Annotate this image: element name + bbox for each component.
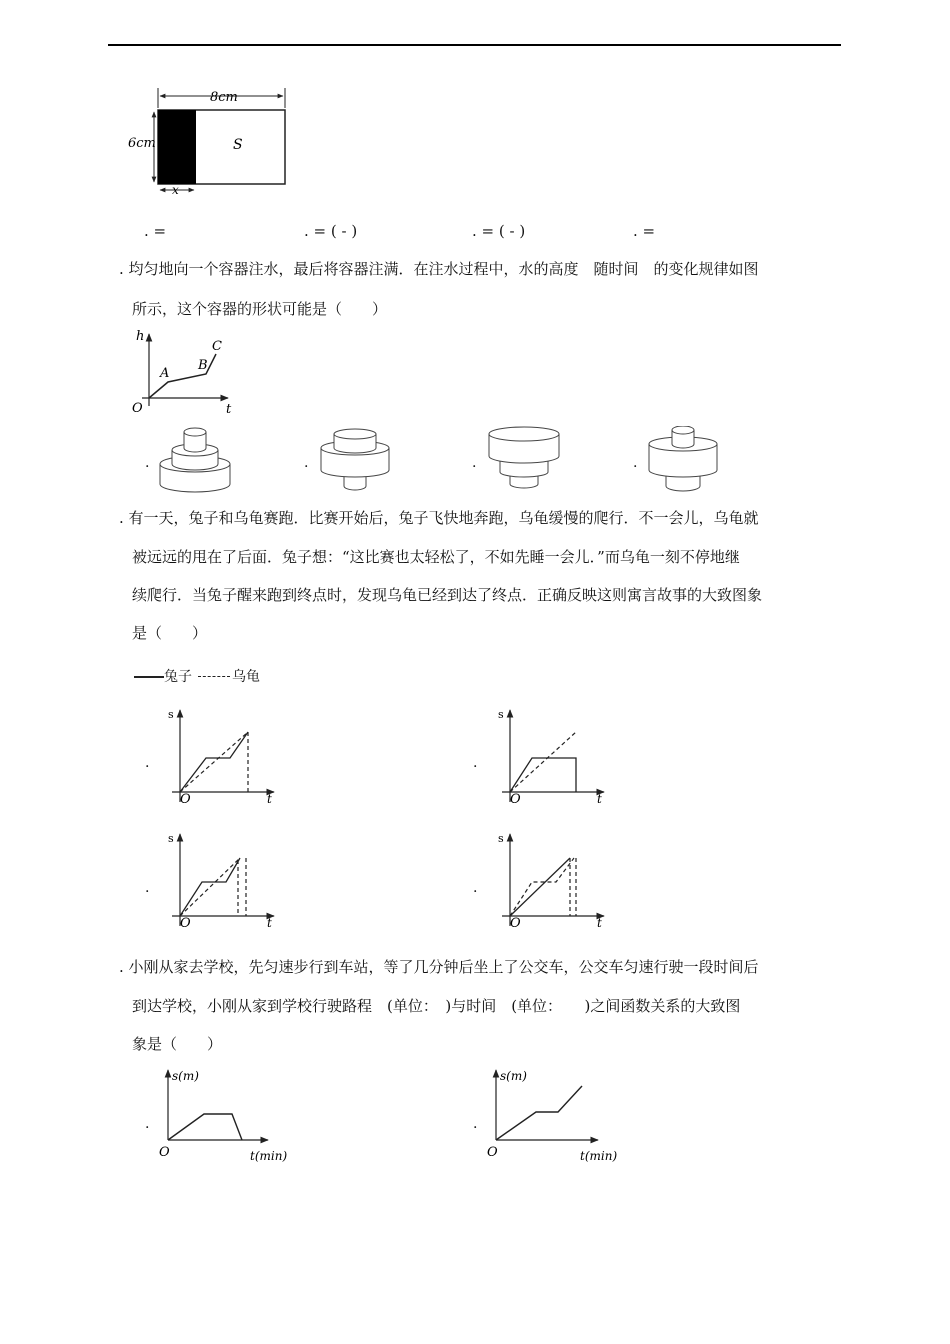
- q1-option-d-marker[interactable]: .: [633, 455, 638, 471]
- q1-text-line-1: . 均匀地向一个容器注水，最后将容器注满．在注水过程中，水的高度 随时间 的变化规律如图: [119, 260, 759, 278]
- q1-option-a-container[interactable]: [158, 426, 232, 496]
- q3-text-line-1: . 小刚从家去学校，先匀速步行到车站，等了几分钟后坐上了公交车，公交车匀速行驶一段时间后: [119, 958, 759, 976]
- q1-option-c-container[interactable]: [486, 424, 562, 494]
- q2a-y-label: s: [168, 708, 174, 721]
- prev-option-b[interactable]: . = ( - ): [304, 222, 358, 240]
- prev-option-c[interactable]: . = ( - ): [472, 222, 526, 240]
- q2-option-c-graph[interactable]: [160, 828, 280, 930]
- q2-option-c-marker[interactable]: .: [145, 880, 150, 896]
- q3-option-a-graph[interactable]: [156, 1064, 292, 1166]
- q2-option-b-marker[interactable]: .: [473, 755, 478, 771]
- q2-text-line-2: 被远远的甩在了后面．兔子想：“这比赛也太轻松了，不如先睡一会儿．”而乌龟一刻不停地继: [132, 548, 740, 566]
- var-label: x: [172, 183, 179, 197]
- q2-option-a-graph[interactable]: [160, 704, 280, 806]
- width-label: 8cm: [210, 90, 238, 105]
- q2-option-b-graph[interactable]: [490, 704, 610, 806]
- q1-point-a-label: A: [160, 366, 170, 381]
- q1-option-b-container[interactable]: [318, 428, 392, 494]
- q1-point-c-label: C: [212, 339, 222, 354]
- q2a-origin-label: O: [180, 792, 191, 806]
- region-label: S: [233, 137, 243, 153]
- q1-option-b-marker[interactable]: .: [304, 455, 309, 471]
- q2-option-d-graph[interactable]: [490, 828, 610, 930]
- q2c-y-label: s: [168, 832, 174, 845]
- q1-option-c-marker[interactable]: .: [472, 455, 477, 471]
- q2-text-line-4: 是（ ）: [132, 624, 208, 642]
- q1-height-time-graph: [128, 326, 238, 418]
- legend-turtle-label: 乌龟: [232, 669, 260, 685]
- q3-text-line-3: 象是（ ）: [132, 1035, 223, 1053]
- header-rule: [108, 44, 841, 46]
- q2-text-line-3: 续爬行．当兔子醒来跑到终点时，发现乌龟已经到达了终点．正确反映这则寓言故事的大致图象: [132, 586, 763, 604]
- q2d-origin-label: O: [510, 916, 521, 930]
- q3a-y-label: s(m): [172, 1069, 199, 1083]
- q1-point-b-label: B: [198, 358, 208, 373]
- height-label: 6cm: [128, 136, 156, 151]
- q3b-y-label: s(m): [500, 1069, 527, 1083]
- q2-text-line-1: . 有一天，兔子和乌龟赛跑．比赛开始后，兔子飞快地奔跑，乌龟缓慢的爬行．不一会儿，乌龟就: [119, 509, 759, 527]
- q3a-origin-label: O: [159, 1145, 170, 1160]
- q2b-x-label: t: [597, 792, 602, 806]
- q2c-origin-label: O: [180, 916, 191, 930]
- q2c-x-label: t: [267, 916, 272, 930]
- q3b-x-label: t(min): [580, 1149, 618, 1163]
- q1-option-a-marker[interactable]: .: [145, 455, 150, 471]
- prev-option-d[interactable]: . =: [633, 222, 656, 240]
- q1-option-d-container[interactable]: [646, 426, 720, 496]
- q2d-y-label: s: [498, 832, 504, 845]
- q2-option-d-marker[interactable]: .: [473, 880, 478, 896]
- q1-origin-label: O: [132, 401, 143, 416]
- q3-option-a-marker[interactable]: .: [145, 1116, 150, 1132]
- legend-solid-line: [134, 676, 164, 678]
- legend-rabbit-label: 兔子: [164, 669, 192, 685]
- rectangle-figure: [126, 86, 296, 202]
- q2d-x-label: t: [597, 916, 602, 930]
- q1-y-axis-label: h: [136, 329, 145, 344]
- q2-option-a-marker[interactable]: .: [145, 755, 150, 771]
- q1-text-line-2: 所示，这个容器的形状可能是（ ）: [132, 300, 388, 318]
- q3-option-b-marker[interactable]: .: [473, 1116, 478, 1132]
- q3a-x-label: t(min): [250, 1149, 288, 1163]
- q2b-origin-label: O: [510, 792, 521, 806]
- prev-option-a[interactable]: . =: [144, 222, 167, 240]
- q3-text-line-2: 到达学校，小刚从家到学校行驶路程 (单位： )与时间 (单位： )之间函数关系的大致图: [132, 997, 741, 1015]
- q2b-y-label: s: [498, 708, 504, 721]
- q3b-origin-label: O: [487, 1145, 498, 1160]
- shaded-strip: [158, 110, 196, 184]
- legend-dashed-line: [198, 676, 230, 677]
- q3-option-b-graph[interactable]: [484, 1064, 620, 1166]
- q1-x-axis-label: t: [226, 402, 232, 417]
- q2a-x-label: t: [267, 792, 272, 806]
